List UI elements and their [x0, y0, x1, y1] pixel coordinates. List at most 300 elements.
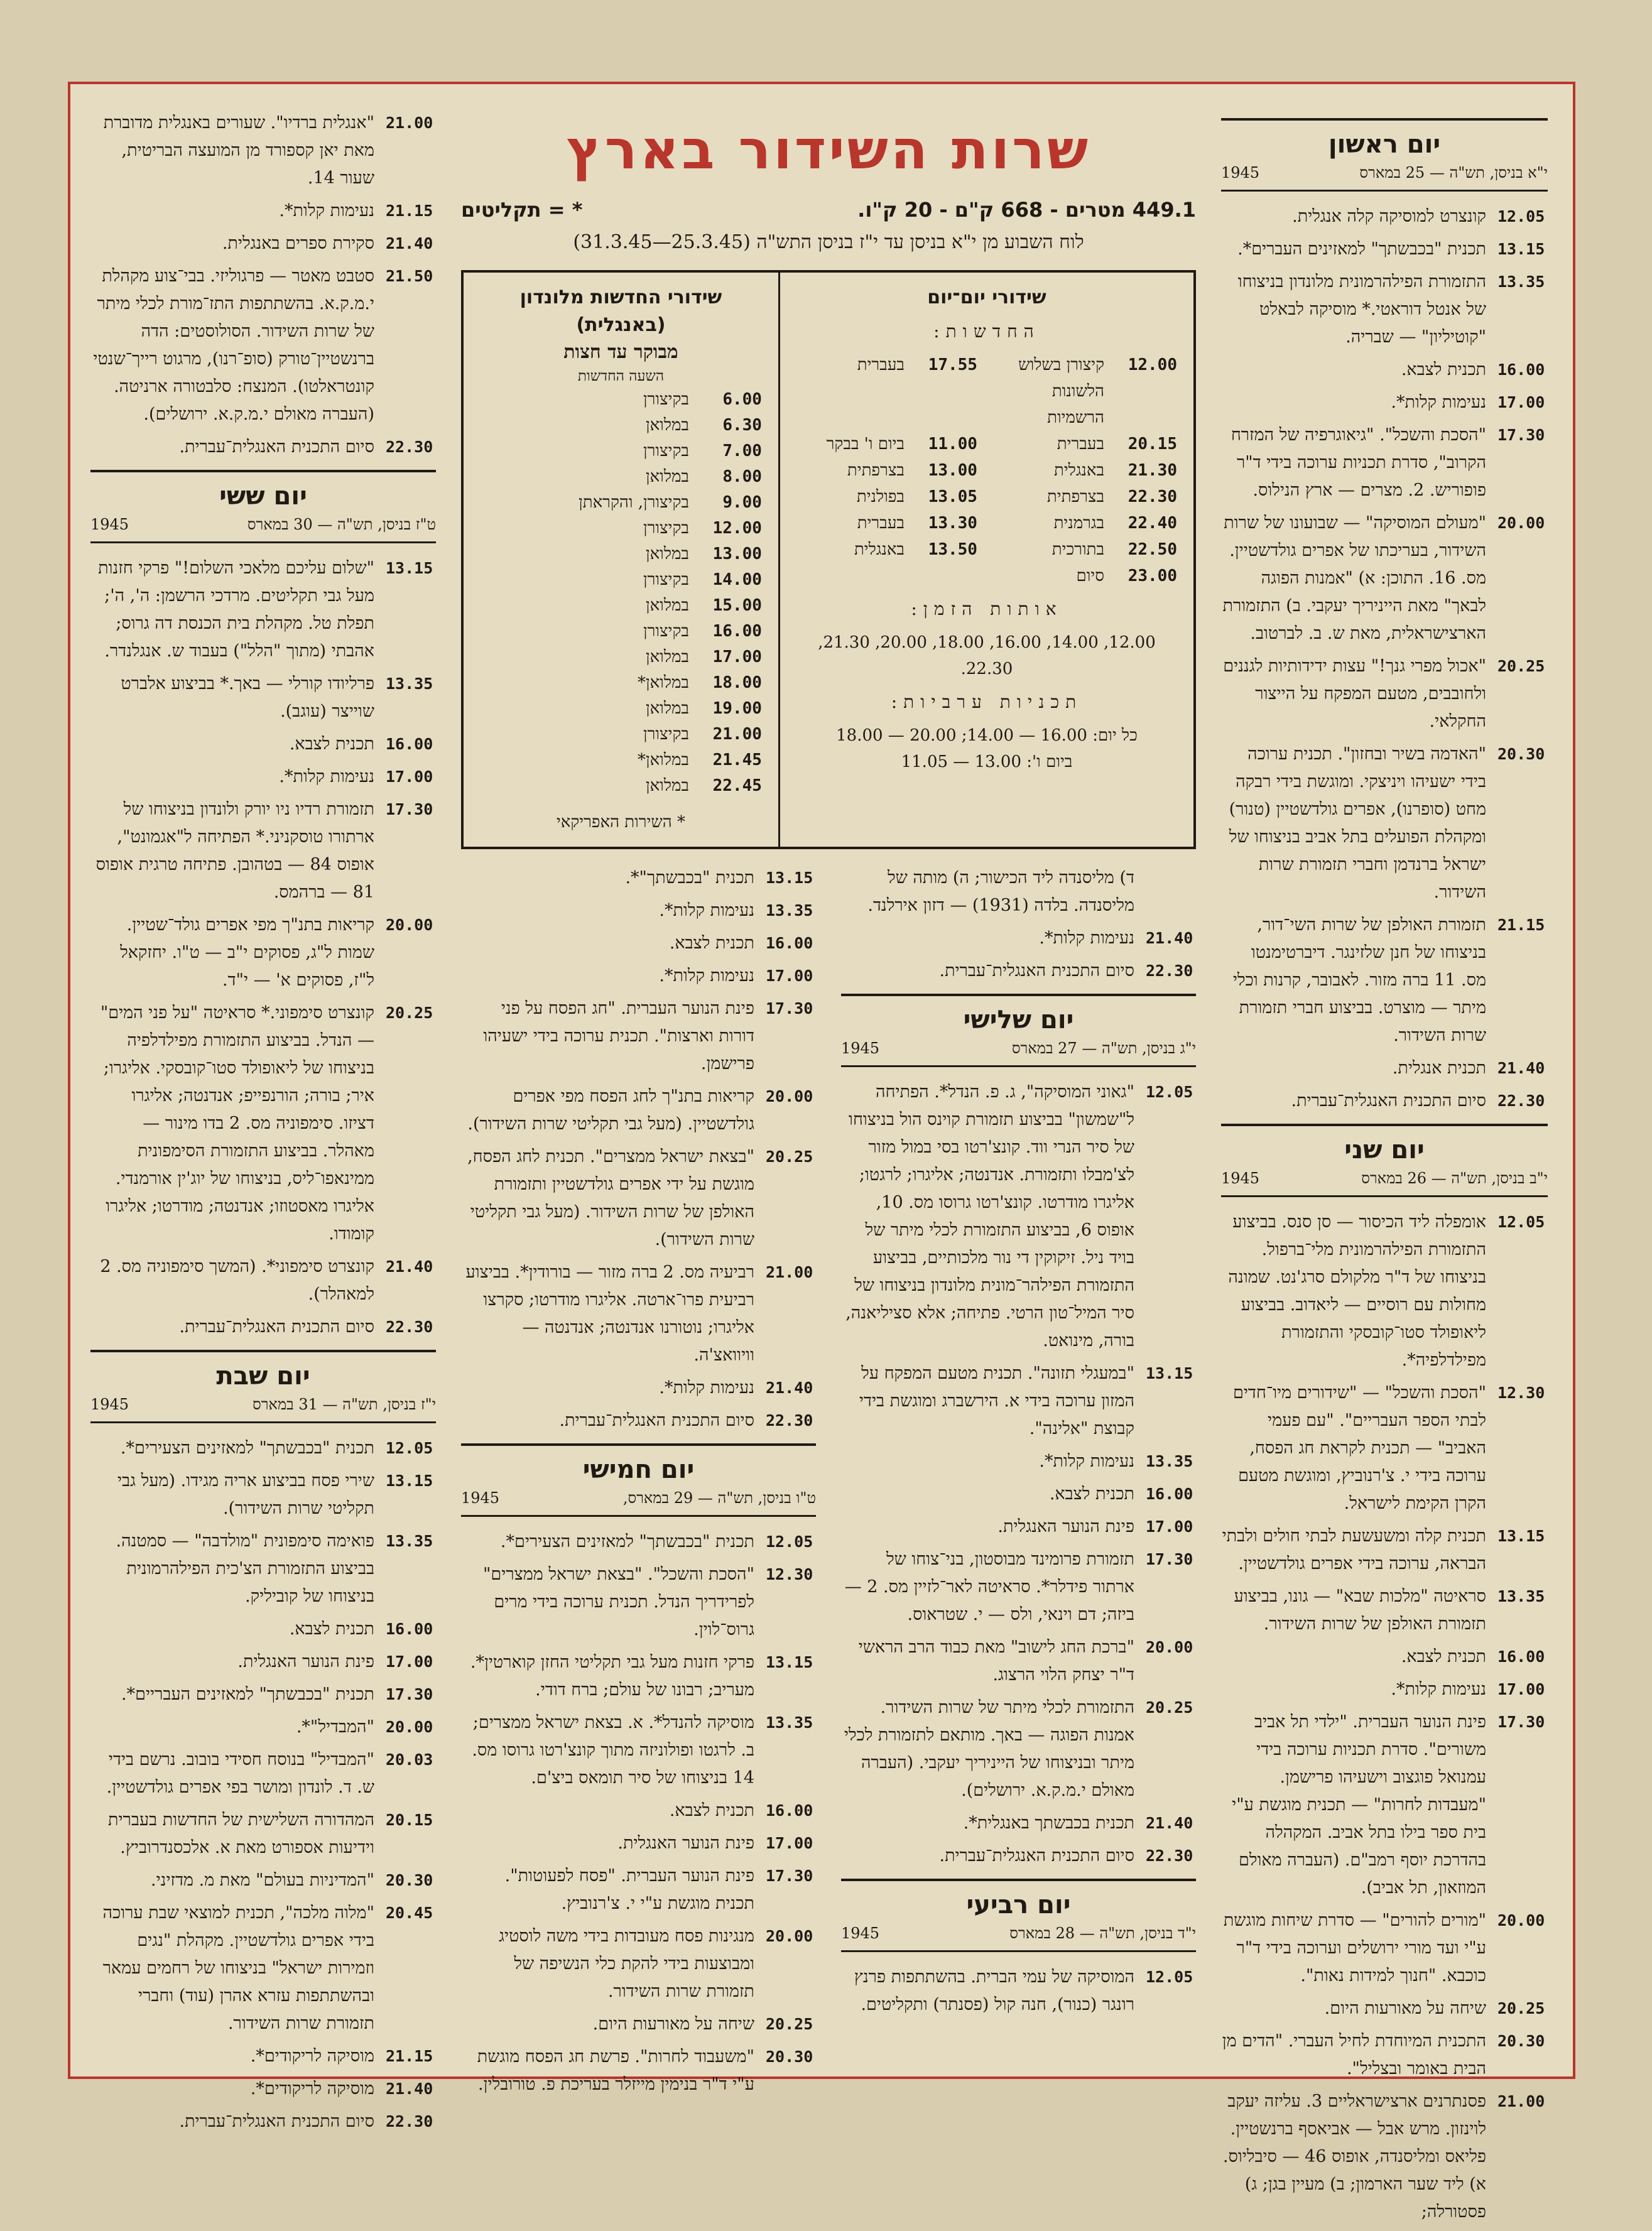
program-text: אומפלה ליד הכיסור — סן סנס. בביצוע התזמורת הפילהרמונית מלי־ברפול. בניצוחו של ד"ר מלקולם סרג'נט. שמונה מחולות עם רוסיים — ליאדוב. בביצוע ליאופולד סטו־קובסקי והתזמורת מפילדלפיה*. [1228, 1212, 1486, 1370]
middle-subcolumns [461, 864, 1196, 2103]
program-list-continuation [841, 864, 1196, 985]
news-language: בקיצורן [643, 442, 689, 460]
program-item [90, 263, 436, 428]
news-language: בקיצורן [643, 725, 689, 744]
program-item [841, 1546, 1196, 1629]
program-item [461, 1259, 816, 1369]
day-header-sunday [1221, 118, 1548, 192]
program-time: 13.35 [1146, 1452, 1193, 1470]
london-row [480, 541, 762, 567]
news-language: בצרפתית [847, 461, 905, 480]
program-time: 20.30 [766, 2048, 813, 2066]
program-time: 21.40 [386, 234, 433, 252]
program-time: 21.15 [1497, 916, 1545, 934]
program-time: 22.30 [1146, 962, 1193, 980]
program-item [90, 555, 436, 665]
program-text: סראיטה "מלכות שבא" — גונו, בביצוע תזמורת האולפן של שרות השידור. [1234, 1587, 1486, 1634]
program-item [90, 999, 436, 1248]
program-item [1221, 421, 1548, 504]
news-language: ביום ו' בבקר [826, 435, 905, 453]
program-text: מוסיקה לריקודים*. [250, 2079, 374, 2098]
program-time: 13.35 [1497, 273, 1545, 291]
news-time: 19.00 [712, 699, 762, 718]
program-time: 17.30 [386, 1685, 433, 1703]
london-row [480, 696, 762, 722]
program-text: תכנית "בכבשתך" למאזינים הצעירים*. [500, 1532, 754, 1551]
program-time: 17.00 [1497, 393, 1545, 411]
program-text: נעימות קלות*. [1039, 928, 1134, 948]
london-row [480, 722, 762, 747]
london-row [480, 773, 762, 799]
program-time: 17.30 [766, 999, 813, 1018]
news-time: 11.00 [928, 435, 977, 453]
program-item [461, 1923, 816, 2006]
program-time: 16.00 [386, 1620, 433, 1638]
program-item [841, 1842, 1196, 1870]
program-time: 20.25 [386, 1004, 433, 1022]
program-item [1221, 1055, 1548, 1082]
program-time: 13.35 [386, 675, 433, 693]
program-time: 12.30 [766, 1565, 813, 1583]
program-text: שיחה על מאורעות היום. [592, 2014, 754, 2034]
day-date: י"ז בניסן, תש"ה — 31 במארס [253, 1396, 436, 1413]
news-time: 13.50 [928, 540, 977, 559]
london-row [480, 670, 762, 696]
day-date: י"ג בניסן, תש"ה — 27 במארס [1011, 1040, 1196, 1057]
program-text: רביעיה מס. 2 ברה מזור — בורודין*. בביצוע רביעית פרו־ארטה. אליגרו מודרטו; סקרצו אליגרו; נוטורנו אנדנטה; אנדנטה — וויוואצ'ה. [465, 1262, 754, 1365]
program-item [90, 796, 436, 906]
program-item [461, 995, 816, 1078]
news-row [996, 457, 1177, 484]
program-text: "האדמה בשיר ובחזון". תכנית ערוכה בידי ישעיהו ויניצקי. ומוגשת בידי רבקה מחט (סופרנו), אפרים גולדשטיין (טנור) ומקהלת הפועלים בתל אביב בניצוחו של ישראל ברנדמן וחברי תזמורת שרות השידור. [1229, 744, 1486, 902]
program-list-wednesday [841, 1963, 1196, 2019]
program-text: "מורים להורים" — סדרת שיחות מוגשת ע"י ועד מורי ירושלים וערוכה בידי ד"ר כוכבא. "חנוך למידות נאות". [1223, 1911, 1486, 1985]
program-text: התזמורת הפילהרמונית מלונדון בניצוחו של אנטל דוראטי.* מוסיקה לבאלט "קוטיליון" — שבריה. [1237, 272, 1486, 347]
day-year: 1945 [1221, 164, 1260, 182]
program-item [90, 2043, 436, 2070]
program-time: 20.25 [766, 2015, 813, 2033]
program-time: 12.30 [1497, 1384, 1545, 1402]
london-row [480, 567, 762, 593]
program-text: "גאוני המוסיקה", ג. פ. הנדל*. הפתיחה ל"שמשון" בביצוע תזמורת קוינס הול בניצוחו של סיר הנרי ווד. קונצ'רטו בסי במול מזור לצ'מבלו ותזמורת. אנדנטה; אליגרו; לרגטו; אליגרו מודרטו. קונצ'רטו גרוסו מס. 10, אופוס 6, בביצוע התזמורת לכלי מיתר של בויד ניל. זיקוקין די נור מלכותיים, בביצוע התזמורת הפילהר־מונית מלונדון בניצוחו של סיר המיל־טון הרטי. פתיחה; אלא סציליאנה, בורה, מינואט. [845, 1082, 1134, 1350]
program-text: פינת הנוער האנגלית. [237, 1652, 374, 1671]
program-item [1221, 236, 1548, 263]
program-text: התזמורת לכלי מיתר של שרות השידור. אמנות הפוגה — באך. מותאם לתזמורת לכלי מיתר ובניצוחו של הייניריך יעקבי. (העברה מאולם י.מ.ק.א. ירושלים). [844, 1698, 1134, 1800]
program-item [841, 925, 1196, 952]
program-item [1221, 911, 1548, 1050]
day-header-monday [1221, 1124, 1548, 1197]
program-item [1221, 741, 1548, 906]
program-text: "מעולם המוסיקה" — שבועונו של שרות השידור, בעריכתו של אפרים גולדשטיין. מס. 16. התוכן: א) "אמנות הפוגה לבאך" מאת הייניריך יעקבי. ב) התזמורת הארצישראלית, מאת ש. ב. לברטוב. [1222, 513, 1486, 643]
program-text: סיום התכנית האנגלית־עברית. [939, 961, 1134, 980]
program-text: "הסכת והשכל". "בצאת ישראל ממצרים" לפרידריך הנדל. תכנית ערוכה בידי מרים גרוס־לוין. [483, 1565, 754, 1639]
news-language: בעברית [1057, 435, 1104, 453]
arab-programs-line: כל יום: 16.00 — 14.00; 20.00 — 18.00 [836, 726, 1138, 745]
day-date: י"ד בניסן, תש"ה — 28 במארס [1009, 1924, 1196, 1942]
program-time: 13.35 [766, 1713, 813, 1732]
program-item [461, 962, 816, 990]
program-item [90, 2075, 436, 2103]
program-text: "בצאת ישראל ממצרים". תכנית לחג הפסח, מוגשת על ידי אפרים גולדשטיין ותזמורת האולפן של שרות השידור. (מעל גבי תקליטי שרות השידור). [467, 1147, 754, 1249]
program-time: 17.00 [1146, 1517, 1193, 1536]
program-text: שירי פסח בביצוע אריה מגידו. (מעל גבי תקליטי שרות השידור). [117, 1471, 374, 1518]
program-item [1221, 1583, 1548, 1638]
program-text: נעימות קלות*. [1391, 393, 1486, 412]
news-language: במלואן* [637, 751, 689, 769]
london-row [480, 516, 762, 541]
news-language: במלואן [645, 648, 689, 666]
program-text: "המבדיל" בנוסח חסידי בובוב. נרשם בידי ש. ד. לונדון ומושר בפי אפרים גולדשטיין. [106, 1750, 374, 1797]
news-time: 23.00 [1128, 567, 1177, 585]
program-item [90, 2108, 436, 2136]
program-text: פואימה סימפונית "מולדבה" — סמטנה. בביצוע התזמורת הצ'כית הפילהרמונית בניצוחו של קוביליק. [116, 1531, 374, 1606]
program-time: 21.40 [386, 1257, 433, 1276]
program-item [841, 1694, 1196, 1805]
program-text: קונצרט סימפוני.* סראיטה "על פני המים" — הנדל. בביצוע התזמורת מפילדלפיה בניצוחו של ליאופולד סטו־קובסקי. אליגרו; איר; בורה; הורנפייפ; אנדנטה; אליגרו דציזו. סימפוניה מס. 2 בדו מינור — מאהלר. בביצוע התזמורת הסימפונית ממינאפו־ליס, בניצוחו של יוג'ין אורמנדי. אליגרו מאסטוזו; אנדנטה; מודרטו; אליגרו קומודו. [100, 1003, 374, 1244]
program-time: 12.05 [766, 1533, 813, 1551]
program-time: 20.30 [386, 1871, 433, 1889]
day-year: 1945 [461, 1489, 500, 1507]
news-time: 13.30 [928, 514, 977, 533]
news-row [996, 536, 1177, 563]
news-time: 16.00 [712, 622, 762, 641]
program-time: 20.00 [1497, 514, 1545, 532]
program-time: 20.45 [386, 1904, 433, 1922]
program-item [1221, 203, 1548, 231]
program-text: "אנגלית ברדיו". שעורים באנגלית מדוברת מאת יאן קספורד מן המועצה הבריטית, שעור 14. [103, 113, 374, 188]
records-legend: * = תקליטים [461, 198, 583, 222]
program-time: 21.00 [1497, 2092, 1545, 2110]
program-text: תכנית קלה ומשעשעת לבתי חולים ולבתי הבראה, ערוכה בידי אפרים גולדשטיין. [1222, 1526, 1486, 1573]
program-time: 21.40 [386, 2080, 433, 2098]
news-time: 15.00 [712, 596, 762, 615]
day-header-tuesday [841, 994, 1196, 1067]
program-time: 17.00 [766, 1834, 813, 1852]
london-news [464, 273, 778, 847]
program-text: תכנית אנגלית. [1392, 1058, 1486, 1078]
program-item [90, 1867, 436, 1894]
day-year: 1945 [90, 1396, 129, 1413]
program-item [1221, 1995, 1548, 2022]
program-item [90, 1806, 436, 1862]
program-time: 17.00 [386, 768, 433, 786]
program-text: סיום התכנית האנגלית־עברית. [179, 2112, 374, 2131]
program-item [90, 1899, 436, 2038]
news-language: במלואן [645, 545, 689, 563]
day-date: ט"ז בניסן, תש"ה — 30 במארס [247, 516, 436, 533]
program-time: 13.35 [386, 1532, 433, 1550]
program-item [90, 670, 436, 725]
program-time: 21.40 [1146, 929, 1193, 947]
box-title: שידורי יום־יום [927, 286, 1046, 308]
news-language: בעברית [857, 356, 905, 374]
program-text: תכנית "בכבשתך" למאזינים הצעירים*. [120, 1438, 374, 1458]
program-time: 12.05 [1497, 207, 1545, 225]
day-year: 1945 [841, 1040, 880, 1057]
program-item [461, 1862, 816, 1918]
program-text: "משעבוד לחרות". פרשת חג הפסח מוגשת ע"י ד"ר בנימין מייזלר בעריכת פ. טורובלין. [477, 2047, 754, 2094]
frequency-line: 449.1 מטרים - 668 ק"ם - 20 ק"ו. [857, 198, 1196, 222]
news-language: במלואן* [637, 673, 689, 692]
news-row [996, 352, 1177, 431]
program-text: סקירת ספרים באנגלית. [222, 234, 374, 253]
news-language: באנגלית [1053, 461, 1104, 480]
news-time: 13.00 [712, 545, 762, 563]
london-row [480, 593, 762, 619]
news-time: 22.50 [1128, 540, 1177, 559]
program-list-thursday [461, 1528, 816, 2098]
program-item [461, 1528, 816, 1556]
box-title: שידורי החדשות מלונדון (באנגלית) [519, 286, 722, 336]
program-text: סיום התכנית האנגלית־עברית. [559, 1411, 754, 1430]
program-item [1221, 1643, 1548, 1671]
program-item [461, 1709, 816, 1792]
program-list-sunday [1221, 203, 1548, 1115]
program-list-saturday [90, 1435, 436, 2136]
program-item [461, 1374, 816, 1402]
daily-broadcasts [778, 273, 1193, 847]
program-text: "המבדיל"*. [296, 1717, 374, 1737]
program-time: 22.30 [386, 438, 433, 456]
program-time: 16.00 [1146, 1485, 1193, 1503]
news-time: 6.30 [722, 416, 762, 435]
london-rows [480, 387, 762, 799]
program-text: נעימות קלות*. [659, 966, 754, 985]
box-subtitle: מבוקר עד חצות [563, 341, 678, 363]
program-text: שיחה על מאורעות היום. [1324, 1999, 1486, 2018]
program-text: נעימות קלות*. [1039, 1452, 1134, 1471]
program-item [461, 1830, 816, 1857]
program-item [1221, 1708, 1548, 1902]
program-time: 13.15 [386, 1472, 433, 1490]
program-item [461, 2011, 816, 2038]
program-text: נעימות קלות*. [279, 201, 374, 220]
news-row [796, 484, 977, 510]
program-item [90, 1435, 436, 1462]
program-time: 21.40 [766, 1379, 813, 1397]
time-signals-label: אותות הזמן: [911, 599, 1063, 619]
program-time: 20.00 [766, 1927, 813, 1945]
program-time: 21.15 [386, 202, 433, 220]
program-time: 22.30 [386, 2112, 433, 2131]
news-time: 13.00 [928, 461, 977, 480]
program-time: 20.00 [1497, 1911, 1545, 1930]
program-list-wednesday-cont [461, 864, 816, 1435]
news-time: 18.00 [712, 673, 762, 692]
program-item [90, 1713, 436, 1741]
program-time: 21.00 [766, 1263, 813, 1281]
news-time: 21.00 [712, 725, 762, 744]
day-title: יום רביעי [966, 1891, 1071, 1919]
program-time: 17.00 [766, 967, 813, 985]
program-item [90, 1528, 436, 1610]
column-middle [461, 109, 1196, 2103]
program-time: 20.25 [1497, 657, 1545, 675]
program-text: מוסיקה להנדל*. א. בצאת ישראל ממצרים; ב. לרגטו ופולוניזה מתוך קונצ'רטו גרוסו מס. 14 בניצוחו של סיר תומאס ביצ'ם. [472, 1713, 754, 1788]
program-time: 16.00 [386, 735, 433, 753]
news-language: בקיצורן, והקראתן [579, 493, 689, 512]
program-time: 20.25 [766, 1148, 813, 1166]
day-year: 1945 [90, 516, 129, 533]
footnote: * השירות האפריקאי [556, 813, 686, 832]
program-item [90, 230, 436, 258]
program-item [90, 1648, 436, 1676]
program-text: פינת הנוער העברית. "חג הפסח על פני דורות וארצות". תכנית ערוכה בידי ישעיהו פרישמן. [483, 999, 754, 1073]
day-title: יום חמישי [582, 1455, 695, 1484]
program-list-friday [90, 555, 436, 1341]
program-text: תזמורת האולפן של שרות השי־דור, בניצוחו של חנן שלזינגר. דיברטימנטו מס. 11 ברה מזור. לאבובר, קרנות וכלי מיתר — מוצרט. בביצוע חברי תזמורת שרות השידור. [1232, 915, 1486, 1045]
news-language: בגרמנית [1053, 514, 1104, 533]
program-time [1146, 864, 1196, 920]
news-time: 12.00 [1128, 356, 1177, 374]
program-list-tuesday [841, 1078, 1196, 1870]
program-item [90, 109, 436, 192]
program-text: "המדיניות בעולם" מאת מ. מדזיני. [151, 1870, 374, 1890]
program-text: פרליודו קורלי — באך.* בביצוע אלברט שוייצר (עוגב). [121, 674, 374, 721]
program-time: 22.30 [386, 1318, 433, 1336]
news-time: 14.00 [712, 570, 762, 589]
program-time: 13.15 [766, 1653, 813, 1671]
program-item [1221, 2027, 1548, 2083]
program-text: תכנית לצבא. [669, 1801, 754, 1820]
program-text: תכנית "בכבשתך" למאזינים העברים*. [1237, 239, 1486, 259]
london-row [480, 644, 762, 670]
london-row [480, 747, 762, 773]
program-time: 12.05 [386, 1439, 433, 1457]
program-text: נעימות קלות*. [1391, 1680, 1486, 1699]
program-text: תכנית "בכבשתך" למאזינים העבריים*. [121, 1685, 374, 1704]
day-title: יום שלישי [963, 1006, 1074, 1034]
program-item [841, 1634, 1196, 1689]
program-text: פסנתרנים ארצישראליים 3. עליזה יעקב לוינזון. מרש אבל — אביאסף ברנשטיין. פליאס ומליסנדה, אופוס 46 — סיבליוס. א) ליד שער הארמון; ב) מעיין בגן; ג) פסטורלה; [1222, 2092, 1486, 2222]
program-item [1221, 356, 1548, 384]
day-date: ט"ו בניסן, תש"ה — 29 במארס, [622, 1489, 816, 1507]
day-header-saturday [90, 1350, 436, 1423]
london-row [480, 490, 762, 516]
program-item [1221, 1379, 1548, 1517]
news-row [996, 484, 1177, 510]
day-year: 1945 [841, 1924, 880, 1942]
program-item [90, 1681, 436, 1708]
program-time: 17.30 [1497, 1713, 1545, 1731]
day-date: י"ב בניסן, תש"ה — 26 במארס [1361, 1170, 1548, 1187]
program-text: סיום התכנית האנגלית־עברית. [179, 437, 374, 457]
program-time: 13.15 [766, 869, 813, 887]
program-text: תכנית בכבשתך באנגלית*. [963, 1813, 1134, 1833]
program-item [1221, 268, 1548, 351]
news-time: 17.55 [928, 356, 977, 374]
day-date: י"א בניסן, תש"ה — 25 במארס [1359, 164, 1548, 182]
day-title: יום ראשון [1328, 130, 1441, 159]
news-language: בצרפתית [1046, 487, 1104, 506]
column-left [90, 109, 436, 2141]
program-time: 20.30 [1497, 745, 1545, 763]
program-time: 22.30 [766, 1411, 813, 1430]
program-text: "ברכת החג לישוב" מאת כבוד הרב הראשי ד"ר יצחק הלוי הרצוג. [858, 1637, 1134, 1685]
program-item [1221, 2088, 1548, 2226]
program-text: ד) מליסנדה ליד הכישור; ה) מותה של מליסנדה. בלדה (1931) — דזון אירלנד. [867, 868, 1134, 915]
program-list-monday [1221, 1208, 1548, 2226]
program-item [1221, 389, 1548, 416]
program-item [1221, 1523, 1548, 1578]
program-item [841, 957, 1196, 985]
subcolumn-left [461, 864, 816, 2103]
news-time: 13.05 [928, 487, 977, 506]
program-text: תכנית לצבא. [669, 933, 754, 953]
news-row [996, 510, 1177, 536]
program-text: "הסכת והשכל". "גיאוגרפיה של המזרח הקרוב", סדרת תכניות ערוכה בידי ד"ר פופוריש. 2. מצרים — ארץ הנילוס. [1231, 425, 1486, 500]
news-row [796, 431, 977, 457]
news-label: החדשות: [933, 321, 1040, 342]
subcolumn-right [841, 864, 1196, 2103]
program-item [1221, 1087, 1548, 1115]
program-text: המהדורה השלישית של החדשות בעברית וידיעות אספורט מאת א. אלכסנדרוביץ. [108, 1810, 374, 1857]
program-time: 16.00 [1497, 1647, 1545, 1666]
program-text: תכנית לצבא. [1401, 360, 1486, 379]
program-item [1221, 1907, 1548, 1990]
program-time: 20.25 [1497, 1999, 1545, 2017]
program-item [841, 1513, 1196, 1541]
news-row [796, 457, 977, 484]
program-text: פינת הנוער האנגלית. [617, 1833, 754, 1853]
time-signals: 12.00, 14.00, 16.00, 18.00, 20.00, 21.30, 22.30. [818, 633, 1156, 678]
program-item [90, 1253, 436, 1308]
news-grid [796, 352, 1177, 589]
news-time: 6.00 [722, 390, 762, 409]
news-language: בתורכית [1052, 540, 1104, 559]
program-item [461, 1407, 816, 1435]
program-text: מוסיקה לריקודים*. [250, 2046, 374, 2066]
program-text: תכנית "בכבשתך"*. [625, 868, 754, 888]
news-language: במלואן [645, 699, 689, 718]
program-time: 13.15 [1146, 1364, 1193, 1382]
program-time: 21.50 [386, 267, 433, 285]
program-item [461, 2043, 816, 2098]
column-right [1221, 109, 1548, 2231]
program-time: 17.30 [1146, 1550, 1193, 1568]
news-language: סיום [1076, 567, 1104, 585]
news-row [996, 563, 1177, 589]
program-text: פינת הנוער העברית. "ילדי תל אביב משורים". סדרת תכניות ערוכה בידי עמנואל פוגצוב וישעיהו פרישמן. "מעבדות לחרות" — תכנית מוגשת ע"י בית ספר בילו בתל אביב. המקהלה בהדרכת יוסף רמב"ם. (העברה מאולם המוזאון, תל אביב). [1232, 1712, 1486, 1897]
program-time: 20.25 [1146, 1698, 1193, 1717]
program-time: 20.00 [1146, 1638, 1193, 1656]
program-time: 17.30 [766, 1867, 813, 1885]
news-language: בפולנית [856, 487, 905, 506]
news-language: במלואן [645, 776, 689, 795]
news-time: 20.15 [1128, 435, 1177, 453]
program-time: 20.00 [766, 1087, 813, 1105]
program-text: תכנית לצבא. [1401, 1647, 1486, 1666]
news-time: 9.00 [722, 493, 762, 512]
program-item [90, 433, 436, 461]
arab-programs-label: תכניות ערביות: [891, 692, 1083, 712]
news-language: במלואן [645, 416, 689, 435]
program-text: תכנית לצבא. [289, 1619, 374, 1639]
program-time: 21.40 [1146, 1814, 1193, 1832]
program-text: תזמורת פרומינד מבוסטון, בני־צוחו של ארתור פידלר*. סראיטה לאר־לזיין מס. 2 — ביזה; דם וינאי, ולס — י. שטראוס. [844, 1550, 1134, 1624]
program-text: תזמורת רדיו ניו יורק ולונדון בניצוחו של ארתורו טוסקניני.* הפתיחה ל"אגמונט", אופוס 84 — בטהובן. פתיחה טרגית אופוס 81 — ברהמס. [95, 800, 374, 902]
program-text: סיום התכנית האנגלית־עברית. [179, 1317, 374, 1337]
program-item [90, 911, 436, 994]
news-time: 22.45 [712, 776, 762, 795]
program-time: 20.15 [386, 1811, 433, 1829]
program-text: נעימות קלות*. [279, 767, 374, 786]
news-language: במלואן [645, 467, 689, 486]
news-language: בעברית [857, 514, 905, 533]
program-item [461, 1561, 816, 1644]
news-time: 21.45 [712, 751, 762, 769]
program-text: נעימות קלות*. [659, 1378, 754, 1398]
